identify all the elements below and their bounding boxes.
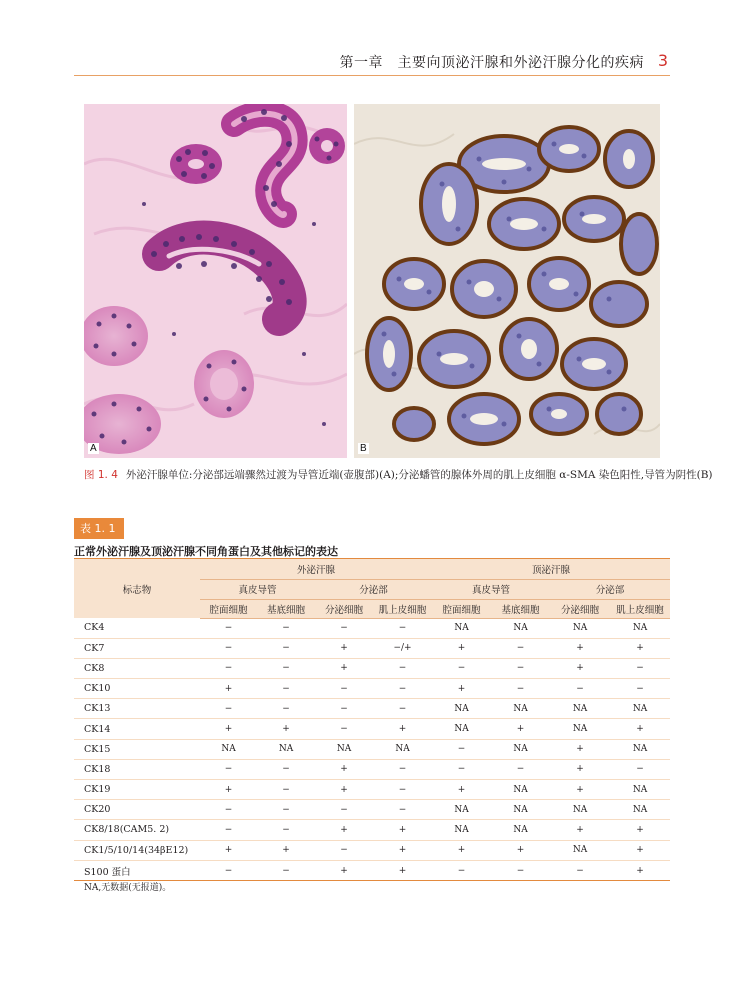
column-header: 肌上皮细胞 xyxy=(610,599,670,618)
expression-cell: + xyxy=(257,719,315,739)
expression-cell: − xyxy=(373,618,432,638)
expression-cell: − xyxy=(200,618,257,638)
group-header-apocrine: 顶泌汗腺 xyxy=(432,559,670,579)
figure-caption xyxy=(84,467,713,482)
expression-cell: + xyxy=(200,780,257,800)
expression-cell: − xyxy=(576,865,584,876)
expression-cell: − xyxy=(200,638,257,658)
expression-cell: + xyxy=(550,820,610,840)
expression-cell: − xyxy=(373,679,432,699)
page-number: 3 xyxy=(657,51,668,70)
expression-cell: − xyxy=(491,759,550,779)
expression-cell: − xyxy=(491,658,550,678)
expression-cell: − xyxy=(257,820,315,840)
expression-cell: − xyxy=(432,658,491,678)
marker-name-cell: CK8 xyxy=(74,658,200,678)
expression-cell: + xyxy=(432,780,491,800)
expression-cell: − xyxy=(373,759,432,779)
expression-cell: + xyxy=(398,865,407,876)
expression-cell: NA xyxy=(610,739,670,759)
expression-cell: + xyxy=(432,840,491,860)
expression-cell: + xyxy=(257,840,315,860)
figure-panel-b-sma-stain xyxy=(354,104,660,458)
expression-cell: + xyxy=(315,638,373,658)
marker-name-cell: CK15 xyxy=(74,739,200,759)
expression-cell: − xyxy=(200,658,257,678)
expression-cell: + xyxy=(340,865,348,876)
expression-cell: NA xyxy=(550,699,610,719)
table-row xyxy=(74,699,670,719)
expression-cell: + xyxy=(550,759,610,779)
group-header-eccrine: 外泌汗腺 xyxy=(200,559,432,579)
expression-cell: + xyxy=(315,820,373,840)
column-header: 腔面细胞 xyxy=(200,599,257,618)
expression-cell: + xyxy=(491,719,550,739)
expression-cell: − xyxy=(315,719,373,739)
expression-cell: NA xyxy=(432,820,491,840)
expression-cell: NA xyxy=(610,780,670,800)
panel-b-label: B xyxy=(360,443,367,454)
expression-cell: − xyxy=(257,780,315,800)
expression-cell: + xyxy=(550,638,610,658)
marker-name-cell: CK1/5/10/14(34βE12) xyxy=(74,840,200,860)
expression-cell: NA xyxy=(200,739,257,759)
expression-cell: + xyxy=(200,840,257,860)
expression-cell: + xyxy=(200,719,257,739)
expression-cell: − xyxy=(200,759,257,779)
table-row xyxy=(74,658,670,678)
expression-cell: − xyxy=(257,759,315,779)
marker-name-cell: CK13 xyxy=(74,699,200,719)
column-header: 肌上皮细胞 xyxy=(373,599,432,618)
expression-cell: − xyxy=(315,800,373,820)
expression-cell: NA xyxy=(432,719,491,739)
expression-cell: + xyxy=(610,719,670,739)
expression-cell: NA xyxy=(491,800,550,820)
expression-cell: + xyxy=(432,679,491,699)
expression-cell: − xyxy=(610,679,670,699)
expression-cell: − xyxy=(257,618,315,638)
marker-name-cell: CK19 xyxy=(74,780,200,800)
table-row xyxy=(74,638,670,658)
expression-cell: − xyxy=(432,739,491,759)
expression-cell: NA xyxy=(610,699,670,719)
expression-cell: − xyxy=(550,679,610,699)
column-header: 分泌细胞 xyxy=(315,599,373,618)
expression-cell: − xyxy=(315,679,373,699)
expression-cell: + xyxy=(373,719,432,739)
expression-cell: + xyxy=(315,780,373,800)
table-row xyxy=(74,820,670,840)
table-row xyxy=(74,800,670,820)
table-row xyxy=(74,759,670,779)
expression-cell: + xyxy=(610,840,670,860)
table-row xyxy=(74,719,670,739)
expression-cell: NA xyxy=(550,840,610,860)
column-header: 分泌细胞 xyxy=(550,599,610,618)
expression-cell: NA xyxy=(610,618,670,638)
table-row xyxy=(74,618,670,638)
expression-cell: − xyxy=(373,699,432,719)
table-title: 正常外泌汗腺及顶泌汗腺不同角蛋白及其他标记的表达 xyxy=(74,545,338,558)
marker-name-cell: CK10 xyxy=(74,679,200,699)
expression-cell: + xyxy=(610,820,670,840)
table-row xyxy=(74,679,670,699)
expression-cell: NA xyxy=(432,618,491,638)
marker-name-cell: S100 蛋白 xyxy=(84,866,131,878)
marker-expression-table xyxy=(74,558,670,881)
table-footnote: NA,无数据(无报道)。 xyxy=(84,883,172,893)
expression-cell: + xyxy=(550,739,610,759)
marker-name-cell: CK14 xyxy=(74,719,200,739)
expression-cell: + xyxy=(315,759,373,779)
column-header: 腔面细胞 xyxy=(432,599,491,618)
page-header xyxy=(74,46,670,76)
table-row xyxy=(74,840,670,860)
expression-cell: NA xyxy=(315,739,373,759)
column-header: 基底细胞 xyxy=(491,599,550,618)
expression-cell: + xyxy=(550,780,610,800)
expression-cell: NA xyxy=(550,719,610,739)
column-header: 基底细胞 xyxy=(257,599,315,618)
expression-cell: + xyxy=(491,840,550,860)
marker-name-cell: CK20 xyxy=(74,800,200,820)
expression-cell: − xyxy=(200,800,257,820)
expression-cell: − xyxy=(200,699,257,719)
subgroup-header-duct: 真皮导管 xyxy=(200,579,315,599)
figure-panel-a-he-stain xyxy=(84,104,347,458)
expression-cell: NA xyxy=(491,739,550,759)
expression-cell: + xyxy=(373,820,432,840)
subgroup-header-duct: 真皮导管 xyxy=(432,579,550,599)
expression-cell: + xyxy=(200,679,257,699)
expression-cell: − xyxy=(373,658,432,678)
expression-cell: − xyxy=(373,800,432,820)
expression-cell: −/+ xyxy=(373,638,432,658)
table-badge: 表 1. 1 xyxy=(74,518,124,539)
subgroup-header-secretory: 分泌部 xyxy=(550,579,670,599)
expression-cell: NA xyxy=(550,800,610,820)
expression-cell: − xyxy=(373,780,432,800)
subgroup-header-secretory: 分泌部 xyxy=(315,579,432,599)
expression-cell: − xyxy=(432,759,491,779)
expression-cell: − xyxy=(516,865,525,876)
expression-cell: + xyxy=(610,638,670,658)
figure-caption-text: 外泌汗腺单位:分泌部远端骤然过渡为导管近端(壶腹部)(A);分泌蟠管的腺体外周的肌上皮细胞 α-SMA 染色阳性,导管为阴性(B) xyxy=(125,469,713,481)
expression-cell: + xyxy=(373,840,432,860)
expression-cell: − xyxy=(257,679,315,699)
expression-cell: NA xyxy=(491,618,550,638)
expression-cell: NA xyxy=(491,820,550,840)
expression-cell: NA xyxy=(432,800,491,820)
expression-cell: − xyxy=(491,638,550,658)
expression-cell: − xyxy=(282,865,290,876)
expression-cell: − xyxy=(457,865,466,876)
expression-cell: + xyxy=(432,638,491,658)
expression-cell: NA xyxy=(610,800,670,820)
expression-cell: − xyxy=(200,820,257,840)
expression-cell: NA xyxy=(491,699,550,719)
expression-cell: − xyxy=(224,865,233,876)
chapter-title: 第一章 主要向顶泌汗腺和外泌汗腺分化的疾病 xyxy=(339,55,644,71)
expression-cell: + xyxy=(550,658,610,678)
marker-name-cell: CK8/18(CAM5. 2) xyxy=(74,820,200,840)
expression-cell: − xyxy=(491,679,550,699)
expression-cell: − xyxy=(257,800,315,820)
expression-cell: NA xyxy=(373,739,432,759)
table-row xyxy=(74,739,670,759)
expression-cell: − xyxy=(315,840,373,860)
panel-a-label: A xyxy=(90,443,97,454)
expression-cell: − xyxy=(315,618,373,638)
marker-name-cell: CK4 xyxy=(74,618,200,638)
expression-cell: + xyxy=(636,865,644,876)
expression-cell: − xyxy=(610,658,670,678)
expression-cell: + xyxy=(315,658,373,678)
marker-name-cell: CK7 xyxy=(74,638,200,658)
marker-column-header: 标志物 xyxy=(74,559,200,618)
expression-cell: − xyxy=(610,759,670,779)
figure-number: 图 1. 4 xyxy=(84,469,118,481)
expression-cell: NA xyxy=(550,618,610,638)
expression-cell: NA xyxy=(432,699,491,719)
expression-cell: − xyxy=(315,699,373,719)
marker-name-cell: CK18 xyxy=(74,759,200,779)
table-row xyxy=(74,780,670,800)
expression-cell: NA xyxy=(257,739,315,759)
expression-cell: − xyxy=(257,638,315,658)
expression-cell: − xyxy=(257,699,315,719)
expression-cell: NA xyxy=(491,780,550,800)
table-row xyxy=(74,860,670,880)
expression-cell: − xyxy=(257,658,315,678)
